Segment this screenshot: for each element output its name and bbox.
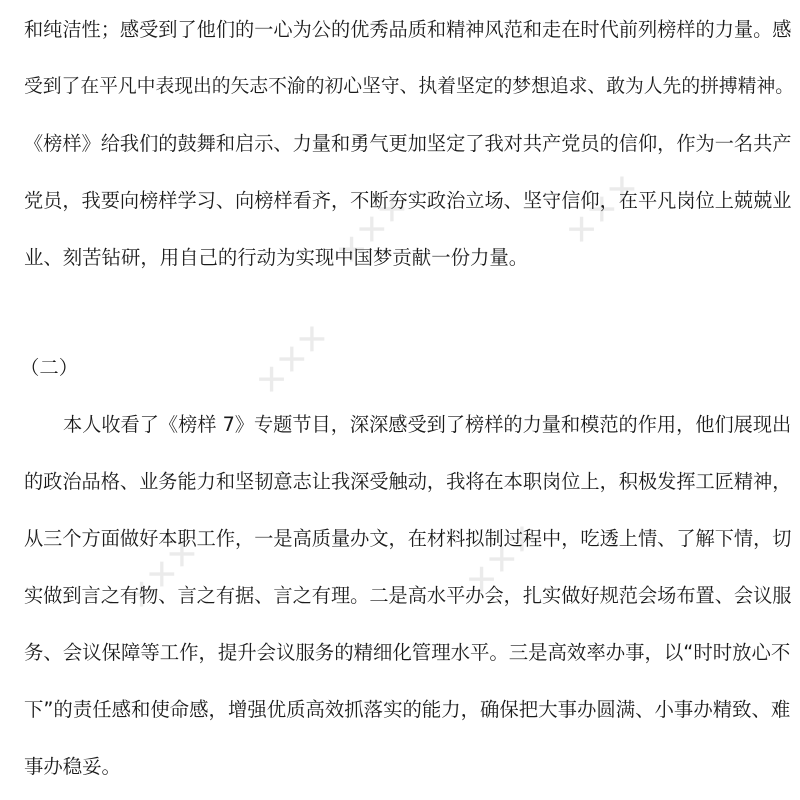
text-line: 的政治品格、业务能力和坚韧意志让我深受触动，我将在本职岗位上，积极发挥工匠精神，: [24, 470, 792, 493]
text-line: 业、刻苦钻研，用自己的行动为实现中国梦贡献一份力量。: [24, 246, 529, 269]
watermark-logo: ✕✕✕: [458, 515, 548, 605]
text-line: 受到了在平凡中表现出的矢志不渝的初心坚守、执着坚定的梦想追求、敢为人先的拼搏精神。: [24, 76, 795, 97]
watermark-logo: ✕✕✕: [248, 315, 338, 405]
watermark-logo: ✕✕✕: [558, 165, 648, 255]
text-line: 党员，我要向榜样学习、向榜样看齐，不断夯实政治立场、坚守信仰，在平凡岗位上兢兢业: [24, 189, 792, 212]
text-line: 从三个方面做好本职工作，一是高质量办文，在材料拟制过程中，吃透上情、了解下情，切: [24, 527, 792, 550]
text-line: 《榜样》给我们的鼓舞和启示、力量和勇气更加坚定了我对共产党员的信仰，作为一名共产: [24, 132, 792, 155]
text-line: 务、会议保障等工作，提升会议服务的精细化管理水平。三是高效率办事，以“时时放心不: [24, 641, 791, 664]
text-line: 和纯洁性；感受到了他们的一心为公的优秀品质和精神风范和走在时代前列榜样的力量。感: [24, 18, 792, 41]
text-line: 事办稳妥。: [24, 755, 121, 778]
watermark-logo: ✕✕✕: [118, 530, 208, 620]
text-line: 实做到言之有物、言之有据、言之有理。二是高水平办会，扎实做好规范会场布置、会议服: [24, 584, 792, 607]
section-heading: （二）: [20, 356, 79, 379]
watermark-logo: ✕✕✕: [328, 185, 418, 275]
text-line: 下”的责任感和使命感，增强优质高效抓落实的能力，确保把大事办圆满、小事办精致、难: [24, 698, 791, 721]
text-line: 本人收看了《榜样 7》专题节目，深深感受到了榜样的力量和模范的作用，他们展现出: [63, 413, 792, 436]
